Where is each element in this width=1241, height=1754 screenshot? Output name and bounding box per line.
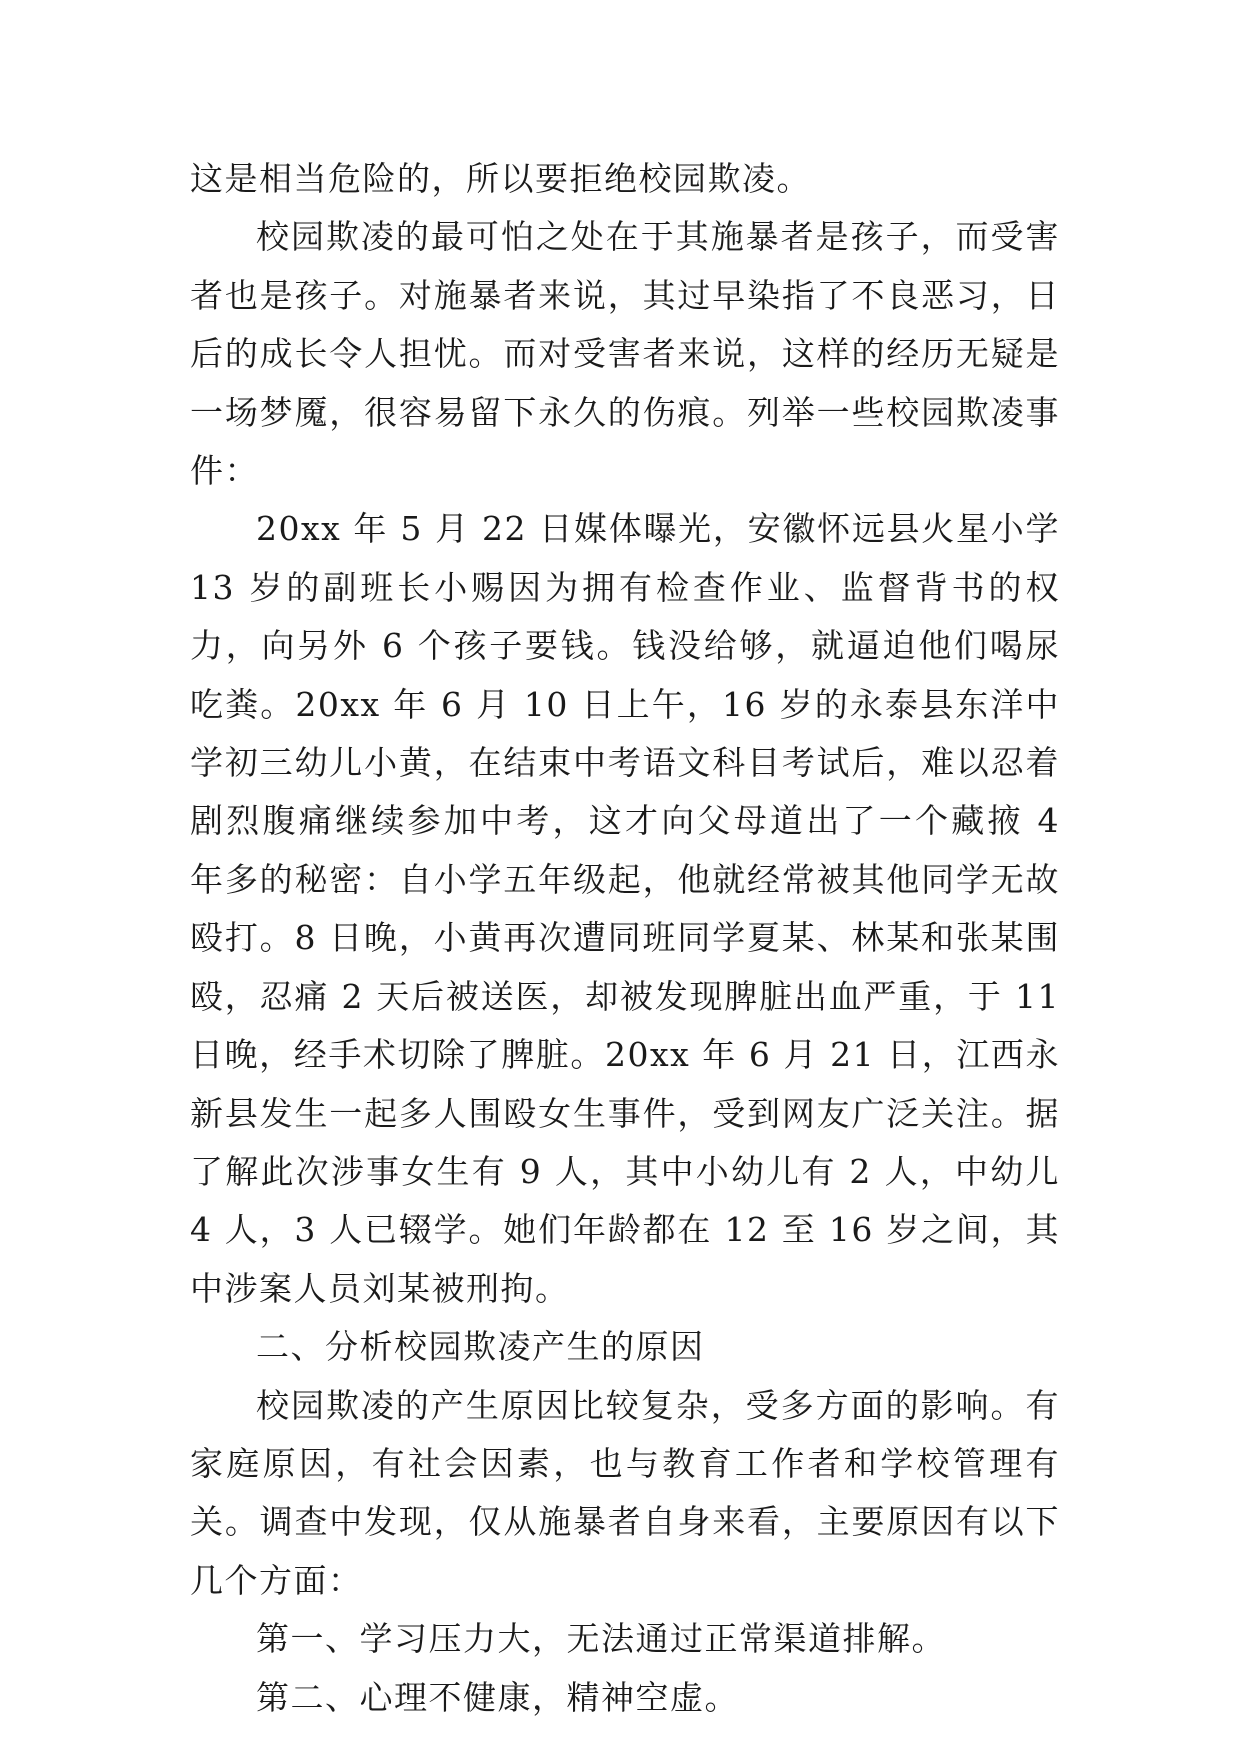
paragraph: 20xx 年 5 月 22 日媒体曝光，安徽怀远县火星小学 13 岁的副班长小赐因为拥有检查作业、监督背书的权力，向另外 6 个孩子要钱。钱没给够，就逼迫他们喝尿吃粪。20xx 年 6 月 10 日上午，16 岁的永泰县东洋中学初三幼儿小黄，在结束中考语文科目考试后，难以忍着剧烈腹痛继续参加中考，这才向父母道出了一个藏掖 4 年多的秘密：自小学五年级起，他就经常被其他同学无故殴打。8 日晚，小黄再次遭同班同学夏某、林某和张某围殴，忍痛 2 天后被送医，却被发现脾脏出血严重，于 11 日晚，经手术切除了脾脏。20xx 年 6 月 21 日，江西永新县发生一起多人围殴女生事件，受到网友广泛关注。据了解此次涉事女生有 9 人，其中小幼儿有 2 人，中幼儿 4 人，3 人已辍学。她们年龄都在 12 至 16 岁之间，其中涉案人员刘某被刑拘。: [190, 509, 1060, 1308]
paragraph: 这是相当危险的，所以要拒绝校园欺凌。: [190, 159, 811, 198]
section-heading: 二、分析校园欺凌产生的原因: [256, 1327, 705, 1367]
document-body: [190, 150, 1060, 1727]
list-item: 第一、学习压力大，无法通过正常渠道排解。: [256, 1619, 946, 1659]
paragraph: 校园欺凌的产生原因比较复杂，受多方面的影响。有家庭原因，有社会因素，也与教育工作者和学校管理有关。调查中发现，仅从施暴者自身来看，主要原因有以下几个方面：: [190, 1385, 1060, 1600]
paragraph: 校园欺凌的最可怕之处在于其施暴者是孩子，而受害者也是孩子。对施暴者来说，其过早染指了不良恶习，日后的成长令人担忧。而对受害者来说，这样的经历无疑是一场梦魇，很容易留下永久的伤痕。列举一些校园欺凌事件：: [190, 217, 1060, 491]
list-item: 第二、心理不健康，精神空虚。: [256, 1677, 739, 1717]
